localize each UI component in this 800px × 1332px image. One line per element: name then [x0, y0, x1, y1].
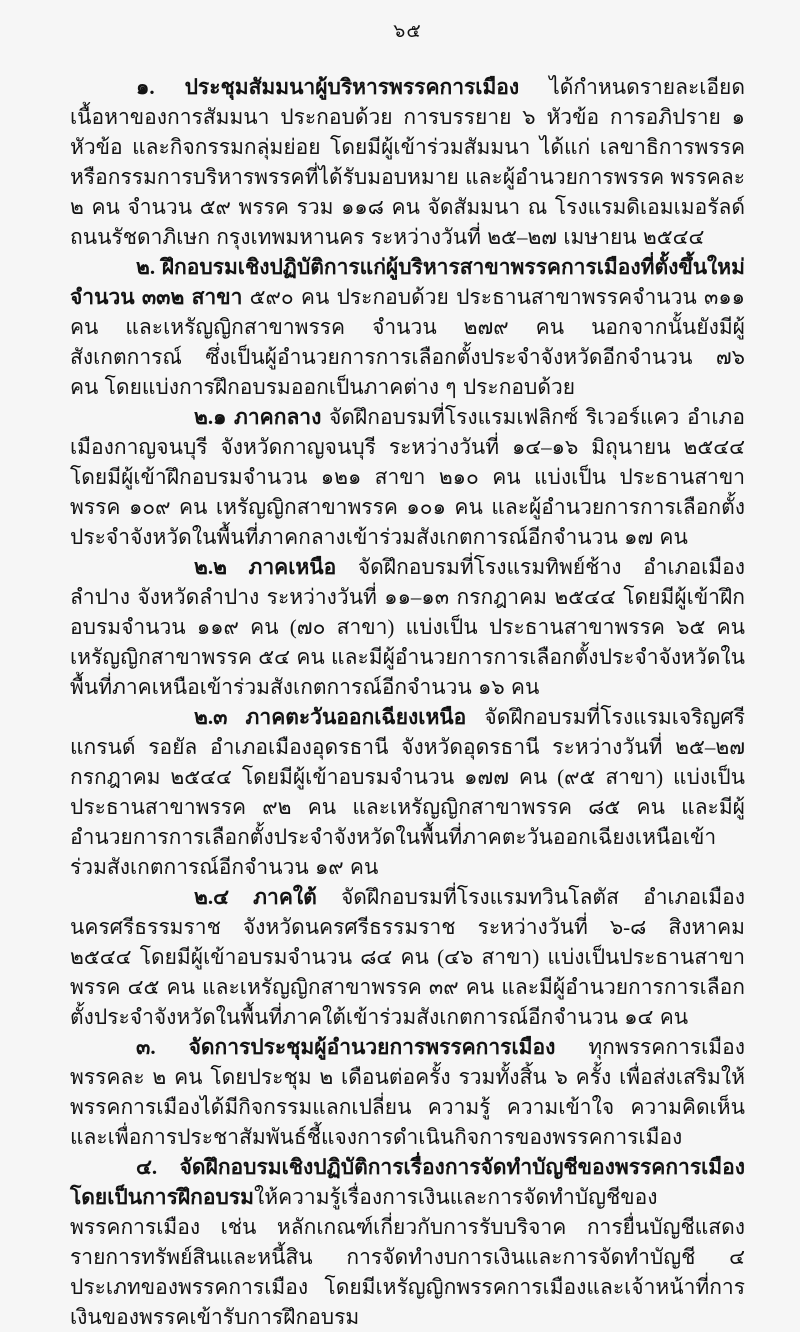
paragraph-directors-meeting-body: ทุกพรรคการเมือง พรรคละ ๒ คน โดยประชุม ๒ เดือนต่อครั้ง รวมทั้งสิ้น ๖ ครั้ง เพื่อส่งเสริมให้พรรคการเมืองได้มีกิจกรรมแลกเปลี่ยน ความรู้ ความเข้าใจ ความคิดเห็น และเพื่อการประชาสัมพันธ์ชี้แจงการดำเนินกิจการของพรรคการเมือง [70, 1035, 745, 1149]
paragraph-north-region-body: จัดฝึกอบรมที่โรงแรมทิพย์ช้าง อำเภอเมืองลำปาง จังหวัดลำปาง ระหว่างวันที่ ๑๑–๑๓ กรกฎาคม ๒๕๔๔ โดยมีผู้เข้าฝึกอบรมจำนวน ๑๑๙ คน (๗๐ สาขา) แบ่งเป็น ประธานสาขาพรรค ๖๕ คน เหรัญญิกสาขาพรรค ๕๔ คน และมีผู้อำนวยการการเลือกตั้งประจำจังหวัดในพื้นที่ภาคเหนือเข้าร่วมสังเกตการณ์อีกจำนวน ๑๖ คน [70, 555, 745, 699]
paragraph-directors-meeting [70, 1032, 745, 1152]
paragraph-northeast-region [70, 702, 745, 882]
paragraph-branch-training-body: ๕๙๐ คน ประกอบด้วย ประธานสาขาพรรคจำนวน ๓๑๑ คน และเหรัญญิกสาขาพรรค จำนวน ๒๗๙ คน นอกจากนั้นยังมีผู้สังเกตการณ์ ซึ่งเป็นผู้อำนวยการการเลือกตั้งประจำจังหวัดอีกจำนวน ๗๖ คน โดยแบ่งการฝึกอบรมออกเป็นภาคต่าง ๆ ประกอบด้วย [70, 285, 745, 399]
paragraph-south-region-lead: ๒.๔ ภาคใต้ [194, 885, 317, 909]
paragraph-north-region [70, 552, 745, 702]
paragraph-northeast-region-lead: ๒.๓ ภาคตะวันออกเฉียงเหนือ [194, 705, 467, 729]
paragraph-seminar-lead: ๑. ประชุมสัมมนาผู้บริหารพรรคการเมือง [136, 75, 520, 99]
paragraph-branch-training-lead: ๒. ฝึกอบรมเชิงปฏิบัติการแก่ผู้บริหารสาขาพรรคการเมืองที่ตั้งขึ้นใหม่จำนวน ๓๓๒ สาขา [70, 255, 745, 309]
paragraph-seminar [70, 72, 745, 252]
paragraph-central-region-lead: ๒.๑ ภาคกลาง [194, 405, 322, 429]
paragraph-south-region-body: จัดฝึกอบรมที่โรงแรมทวินโลตัส อำเภอเมืองนครศรีธรรมราช จังหวัดนครศรีธรรมราช ระหว่างวันที่ ๖-๘ สิงหาคม ๒๕๔๔ โดยมีผู้เข้าอบรมจำนวน ๘๔ คน (๔๖ สาขา) แบ่งเป็นประธานสาขาพรรค ๔๕ คน และเหรัญญิกสาขาพรรค ๓๙ คน และมีผู้อำนวยการการเลือกตั้งประจำจังหวัดในพื้นที่ภาคใต้เข้าร่วมสังเกตการณ์อีกจำนวน ๑๔ คน [70, 885, 746, 1029]
paragraph-northeast-region-body: จัดฝึกอบรมที่โรงแรมเจริญศรี แกรนด์ รอยัล อำเภอเมืองอุดรธานี จังหวัดอุดรธานี ระหว่างวันที่ ๒๕–๒๗ กรกฎาคม ๒๕๔๔ โดยมีผู้เข้าอบรมจำนวน ๑๗๗ คน (๙๕ สาขา) แบ่งเป็นประธานสาขาพรรค ๙๒ คน และเหรัญญิกสาขาพรรค ๘๕ คน และมีผู้อำนวยการการเลือกตั้งประจำจังหวัดในพื้นที่ภาคตะวันออกเฉียงเหนือเข้าร่วมสังเกตการณ์อีกจำนวน ๑๙ คน [70, 705, 745, 879]
paragraph-central-region [70, 402, 745, 552]
paragraph-seminar-body: ได้กำหนดรายละเอียดเนื้อหาของการสัมมนา ประกอบด้วย การบรรยาย ๖ หัวข้อ การอภิปราย ๑ หัวข้อ และกิจกรรมกลุ่มย่อย โดยมีผู้เข้าร่วมสัมมนา ได้แก่ เลขาธิการพรรคหรือกรรมการบริหารพรรคที่ได้รับมอบหมาย และผู้อำนวยการพรรค พรรคละ ๒ คน จำนวน ๕๙ พรรค รวม ๑๑๘ คน จัดสัมมนา ณ โรงแรมดิเอมเมอรัลด์ ถนนรัชดาภิเษก กรุงเทพมหานคร ระหว่างวันที่ ๒๕–๒๗ เมษายน ๒๕๔๔ [70, 75, 746, 249]
page-number: ๖๕ [393, 21, 422, 42]
paragraph-north-region-lead: ๒.๒ ภาคเหนือ [194, 555, 337, 579]
paragraph-central-region-body: จัดฝึกอบรมที่โรงแรมเฟลิกซ์ ริเวอร์แคว อำเภอเมืองกาญจนบุรี จังหวัดกาญจนบุรี ระหว่างวันที่ ๑๔–๑๖ มิถุนายน ๒๕๔๔ โดยมีผู้เข้าฝึกอบรมจำนวน ๑๒๑ สาขา ๒๑๐ คน แบ่งเป็น ประธานสาขาพรรค ๑๐๙ คน เหรัญญิกสาขาพรรค ๑๐๑ คน และผู้อำนวยการการเลือกตั้งประจำจังหวัดในพื้นที่ภาคกลางเข้าร่วมสังเกตการณ์อีกจำนวน ๑๗ คน [70, 405, 745, 549]
paragraph-branch-training [70, 252, 745, 402]
paragraph-south-region [70, 882, 745, 1032]
paragraph-accounting-training-body: ให้ความรู้เรื่องการเงินและการจัดทำบัญชีของพรรคการเมือง เช่น หลักเกณฑ์เกี่ยวกับการรับบริจาค การยื่นบัญชีแสดงรายการทรัพย์สินและหนี้สิน การจัดทำงบการเงินและการจัดทำบัญชี ๔ ประเภทของพรรคการเมือง โดยมีเหรัญญิกพรรคการเมืองและเจ้าหน้าที่การเงินของพรรคเข้ารับการฝึกอบรม [70, 1185, 745, 1329]
paragraph-directors-meeting-lead: ๓. จัดการประชุมผู้อำนวยการพรรคการเมือง [136, 1035, 556, 1059]
paragraph-accounting-training-lead: ๔. จัดฝึกอบรมเชิงปฏิบัติการเรื่องการจัดทำบัญชีของพรรคการเมืองโดยเป็นการฝึกอบรม [70, 1155, 745, 1209]
paragraph-accounting-training [70, 1152, 745, 1332]
